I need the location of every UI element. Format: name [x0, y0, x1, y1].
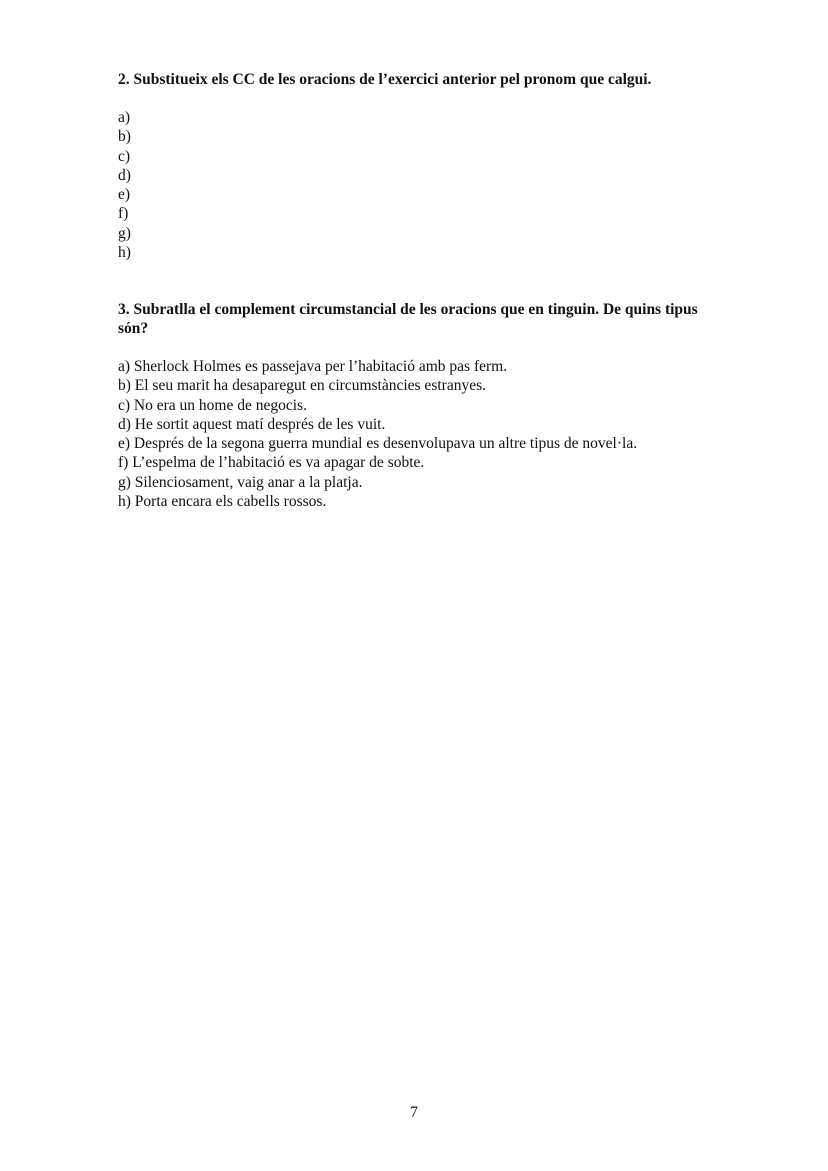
list-item: a)	[118, 109, 131, 126]
list-item: b) El seu marit ha desaparegut en circumstàncies estranyes.	[118, 377, 486, 395]
list-item: a) Sherlock Holmes es passejava per l’habitació amb pas ferm.	[118, 358, 508, 375]
list-item: f) L’espelma de l’habitació es va apagar de sobte.	[118, 454, 425, 472]
list-item: d)	[118, 166, 131, 184]
list-item: c)	[118, 147, 131, 165]
list-item: g) Silenciosament, vaig anar a la platja.	[118, 473, 363, 491]
exercise-2-answer-list	[118, 108, 131, 262]
exercise-3-sentence-list	[118, 357, 718, 511]
page-number: 7	[410, 1104, 418, 1121]
list-item: b)	[118, 128, 131, 146]
list-item: d) He sortit aquest matí després de les vuit.	[118, 415, 386, 433]
exercise-3-title: 3. Subratlla el complement circumstancial de les oracions que en tinguin. De quins tipus són?	[118, 301, 698, 337]
list-item: h) Porta encara els cabells rossos.	[118, 493, 327, 511]
list-item: e)	[118, 186, 131, 204]
list-item: c) No era un home de negocis.	[118, 396, 307, 414]
list-item: g)	[118, 224, 131, 242]
list-item: e) Després de la segona guerra mundial es desenvolupava un altre tipus de novel·la.	[118, 435, 638, 453]
exercise-2-title: 2. Substitueix els CC de les oracions de l’exercici anterior pel pronom que calgui.	[118, 71, 652, 88]
list-item: f)	[118, 205, 129, 223]
list-item: h)	[118, 244, 131, 262]
